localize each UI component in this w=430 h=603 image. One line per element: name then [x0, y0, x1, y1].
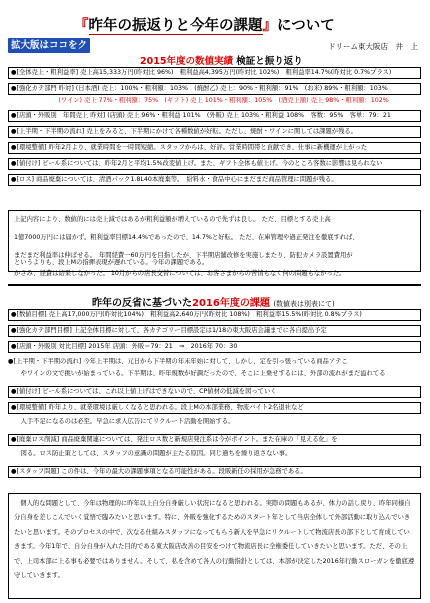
section2-heading-red: 2016年度の課題 — [192, 298, 270, 309]
s2-row-environment: ●[環境整備] 昨年より、就業環境は厳しくなると思われる。段上Mの本部業務、物流バイト2名退社など — [8, 402, 421, 414]
s1-row-pricing: ●[値付け] ビール系については、昨年2月と平均1.5%改変値上げ。また、ギフト全体も値上げ。今のところ客数に影響は見られない — [8, 158, 421, 170]
section2-heading-note: (数値表は別表にて) — [273, 300, 335, 308]
summary-line: まだまだ利益率は伸ばせる。 年間経費一60万円を目指したが、下半期店舗改修を実施しまたり、防犯カメラ設置費用が — [14, 252, 353, 259]
s2-row-halfyear-2: やワインの文で挑いが始まっている。下半期は、昨年規数が好調だったので、そこに上乗せするには、外部の流れがまだ溢れてる — [8, 370, 386, 377]
summary-line: かさみ、経費は結果しなかった。 10月からの店長交替については、お客さまからの苦情もなく何の問題もなかった。 — [14, 270, 346, 277]
s2-row-category: ●[強化カテ部門目標] 上記全体目標に対して、各カテゴリー目標設定は1/18の東大阪店会議までに各自提出予定 — [8, 325, 421, 337]
s1-row-environment: ●[環境整備] 昨年2月より、就業時間を一時間短縮。スタッフからは、好評。営業時間帯と貢献でき、仕事に新機運が上がった — [8, 142, 421, 154]
s1-row-overall: ●[全体売上・粗利益率] 売上高15,333万円(昨対比 96%) 粗利益高4,395万円(昨対比 102%) 粗利益率14.7%(昨対比 0.7%プラス) — [8, 67, 421, 79]
s2-row-pricing: ●[値付け] ビール系については、これ以上値上げはできないので、CP値材の低減を図っていく — [8, 386, 421, 398]
s2-row-staff: ●[スタッフ問題] この件は、今年の最大の課題事項となる可能性がある。段販新任の採用が急務である。 — [8, 466, 421, 478]
section1-heading-rest: 検証と振り返り — [236, 56, 303, 67]
section-divider — [8, 284, 421, 286]
section1-heading — [140, 53, 303, 67]
title-main: 昨年の振返りと今年の課題 — [88, 18, 263, 34]
section2-heading — [92, 294, 335, 309]
title-suffix: について — [277, 18, 335, 34]
s1-row-category: ●[強化カテ部門 昨対] (日本酒) 売上：100%・粗利額：103% (焼酎乙) 売上：90%・粗利額：91% (お米) 89%・粗利額：103% — [8, 83, 421, 95]
s2-row-environment-2: 人手不足になるのは必至。早急に求人広告にてリクルート活動を開始する。 — [8, 418, 235, 425]
enlarge-link-button[interactable]: 拡大版はココをクリック — [8, 38, 90, 53]
s2-row-target: ●[数値目標] 売上高17,000万円(昨対比104%) 粗利益高2,640万円(昨対比 108%) 粗利益率15.5%(昨対比 0.8%プラス) — [8, 309, 421, 321]
personal-note-box — [8, 493, 421, 599]
title-bracket-close: 』 — [262, 18, 277, 34]
s2-row-loss-2: 図る。ロス防止策としては、スタッフの意識の問題が主たる原因。同じ過ちを繰り返さない事。 — [8, 450, 292, 457]
personal-note-text: 個人的な問題として、今年は物理的に昨年以上自分自身厳しい状況になると思われる。実際の問題もあるが、体力の話し戻り、昨年同様自分自身を差しこんでいく覚悟で臨みたいと思います。特に、外販を強化するためのスタート年として当店全体して外部活動に取り込んでいきたいと思います。そのプロセスの中で、次なる仕組みスタッフになってもらう新人を早急にリクルートして物流店長の部下として育成していきます。今年1年で、自分自身が入れた目的である東大阪店改善の目安をつけて物流店長に全権委任していきたいと思います。ただ、その上で、上司本部に上る事も必要ではありません。そして、私を含めて各人の行動指針としては、本部が決定した2016年行動スローガンを徹底遵守していきます。 — [14, 500, 415, 580]
s1-row-halfyear: ●[上半期・下半期の流れ] 売上をみると、下半期にかけて各種数値が好転。ただし、焼酎・ワインに関しては課題が残る。 — [8, 126, 421, 138]
summary-line-last: というよりも、段上Mの指揮表現が遅れている。今年の課題である。 — [14, 259, 209, 266]
title-bracket-open: 『 — [74, 18, 89, 34]
section2-heading-pre: 昨年の反省に基づいた — [92, 298, 192, 309]
s2-row-ratio: ●[店頭・外販別 対比目標] 2015年 店頭：外販＝79：21 ⇒ 2016年 70：30 — [8, 341, 421, 353]
summary-line: 上記内容により、数値的には売上減ではあるが粗利益額が増えているので先ずは良し。 ただ、目標とする売上高 — [14, 216, 331, 223]
page-title — [74, 14, 335, 35]
s2-row-loss: ●[廃棄ロス削減] 商品廃棄関連については、発注ロス数と新規店発注系は今がポイント。また在庫の「見える化」を — [8, 434, 421, 446]
s1-row-loss: ●[ロス] 商品廃棄については、清酒パック1.8L40本廃棄等。 紛料水・食品中心にまだまだ商品管理に問題が残る。 — [8, 174, 421, 186]
section1-heading-red: 2015年度の数値実績 — [140, 56, 233, 67]
s2-row-halfyear: ●[上半期・下半期の流れ] 今年上半期は、元日から下半期の年末年始に対して、しかし、定を引っ張っている商品アテこ — [8, 358, 348, 365]
author-org: ドリーム東大阪店 井 上 — [328, 42, 418, 51]
summary-line: 1億7000万円には届かず。粗利益率目標14.4%であったので、14.7%と好転。 ただ、在庫管理や過正発注を徹底すれば、 — [14, 234, 359, 241]
s1-row-category-2: (ワイン) 売上 77%・粗利額：75% (ギフト) 売上 101%・粗利額：105% (酒売上額) 売上 98%・粗利額：102% — [8, 97, 389, 104]
s1-row-store-outside: ●[店頭・外販別 年間売上 昨対] (店頭) 売上 96%・粗利益 101% (外販) 売上 103%・粗利益 108% 客数：95% 客単：79：21 — [8, 110, 421, 122]
